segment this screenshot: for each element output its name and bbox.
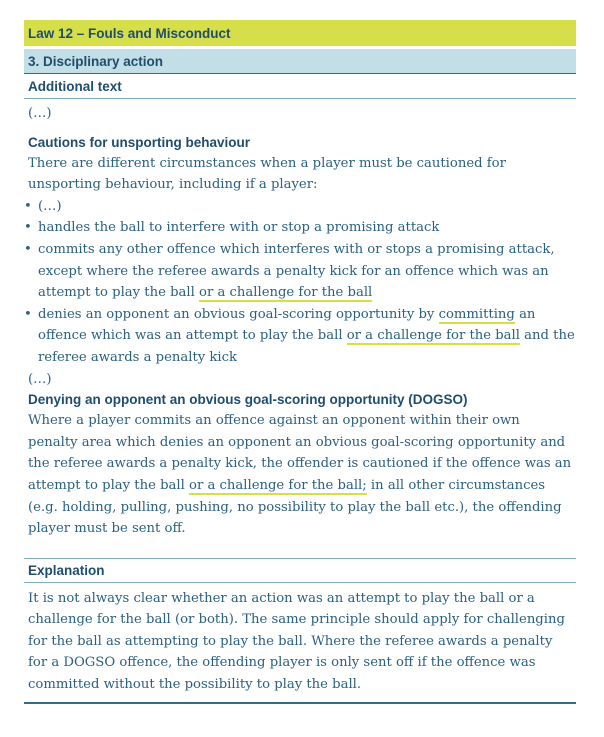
list-item — [24, 196, 576, 218]
highlight-amendment: committing — [438, 306, 515, 322]
list-item — [24, 304, 576, 369]
dogso-heading: Denying an opponent an obvious goal-scoring opportunity (DOGSO) — [28, 392, 468, 408]
bullet-3-text: commits any other offence which interferes with or stops a promising attack, except where the referee awards a penalty kick for an offence which was an attempt to play the ball — [38, 241, 555, 301]
section-title: 3. Disciplinary action — [28, 53, 164, 69]
highlight-amendment: or a challenge for the ball — [199, 285, 373, 301]
explanation-heading: Explanation — [24, 558, 576, 583]
explanation-text: It is not always clear whether an action was an attempt to play the ball or a challenge for the ball (or both). The same principle should apply for challenging for the ball as attempting to play the ball. Where the referee awards a penalty for a DOGSO offence, the offending player is only sent off if the offence was committed without the possibility to play the ball. — [24, 583, 576, 704]
section-title-bar — [24, 49, 576, 74]
law-title-bar — [24, 20, 576, 46]
ellipsis-top: (…) — [28, 106, 52, 121]
law-document — [24, 20, 576, 704]
additional-text-heading: Additional text — [24, 74, 576, 99]
law-title: Law 12 – Fouls and Misconduct — [28, 25, 231, 41]
ellipsis-mid: (…) — [28, 371, 52, 387]
list-item — [24, 217, 576, 239]
list-item — [24, 239, 576, 304]
highlight-amendment: or a challenge for the ball — [346, 328, 520, 344]
cautions-intro: There are different circumstances when a player must be cautioned for unsporting behaviour, including if a player: — [28, 155, 506, 193]
cautions-heading: Cautions for unsporting behaviour — [28, 134, 250, 150]
bullet-4-text-mid: an offence which was an attempt to play the ball — [38, 306, 536, 344]
bullet-4-text-end: and the referee awards a penalty kick — [38, 328, 575, 365]
dogso-text-end: in all other circumstances (e.g. holding, pulling, pushing, no possibility to play the ball etc.), the offending player must be sent off. — [28, 477, 562, 537]
bullet-2-text: handles the ball to interfere with or stop a promising attack — [38, 220, 440, 236]
bullet-4-text: denies an opponent an obvious goal-scoring opportunity by — [38, 306, 439, 322]
highlight-amendment: or a challenge for the ball; — [189, 477, 367, 493]
bullet-1-text: (…) — [38, 198, 62, 214]
cautions-list — [24, 196, 576, 369]
dogso-paragraph — [24, 410, 576, 540]
dogso-text: Where a player commits an offence against an opponent within their own penalty area which denies an opponent an obvious goal-scoring opportunity and the referee awards a penalty kick, the offender is cautioned if the offence was an attempt to play the ball — [28, 413, 572, 493]
